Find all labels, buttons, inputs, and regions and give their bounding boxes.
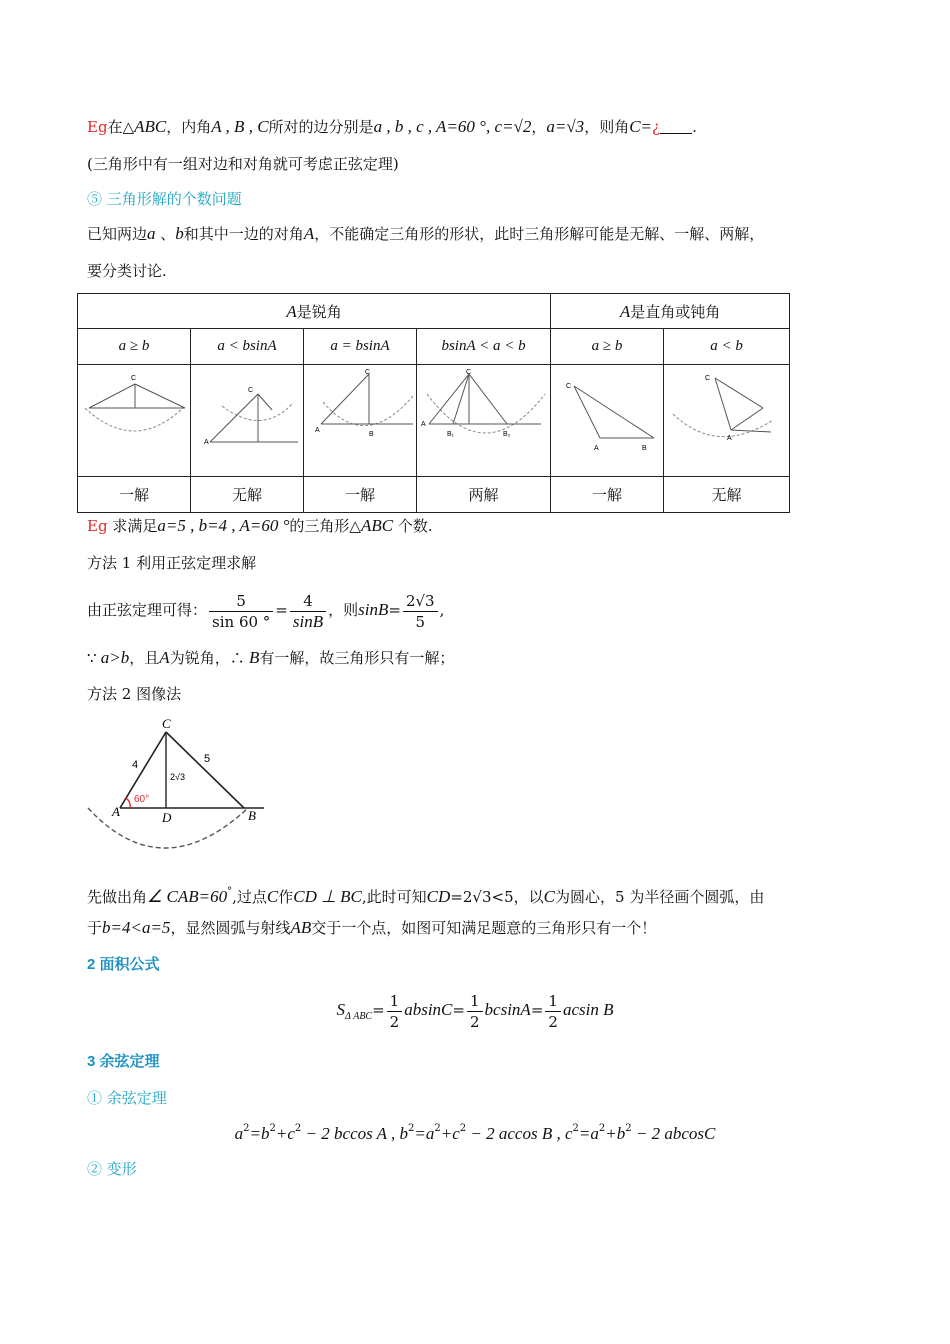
cond-cell: a ≥ b	[551, 329, 664, 365]
svg-text:A: A	[204, 438, 209, 446]
fraction	[290, 591, 326, 632]
svg-text:C: C	[131, 374, 137, 382]
label-height: 2√3	[170, 772, 185, 782]
math: − 2 accos B , c	[466, 1124, 573, 1143]
header-acute	[78, 294, 551, 329]
eg-tag: Eg	[87, 118, 108, 136]
math: =	[452, 1001, 465, 1019]
figure-cell	[191, 365, 304, 477]
numerator: 4	[290, 591, 326, 612]
figure-1	[79, 366, 189, 472]
header-obtuse	[551, 294, 790, 329]
text: ,过点	[232, 888, 267, 906]
fraction	[209, 591, 273, 632]
text: 是锐角	[296, 302, 342, 321]
math: √3	[566, 117, 585, 136]
text: 于	[87, 919, 103, 937]
eg-tag: Eg	[87, 517, 108, 535]
text: ，且	[129, 649, 160, 667]
cond-cell: a < b	[664, 329, 790, 365]
section-cosine-law: 3 余弦定理	[87, 1053, 160, 1070]
transform-subheading: ② 变形	[87, 1160, 137, 1178]
text: ，内角	[166, 118, 212, 136]
fraction	[545, 991, 561, 1032]
para1	[87, 223, 764, 245]
because-symbol: ∵	[87, 649, 97, 667]
math: =2	[450, 888, 473, 906]
result-cell: 一解	[304, 477, 417, 513]
text: ,	[439, 601, 445, 619]
math: √3	[472, 888, 492, 906]
denominator: sinB	[292, 611, 324, 631]
denominator: sin 60 °	[212, 612, 271, 631]
text: 由正弦定理可得：	[87, 601, 208, 619]
numerator: 2√3	[403, 591, 438, 612]
exponent: 2	[269, 1123, 276, 1134]
math: AB	[290, 918, 312, 937]
figure-6	[667, 366, 787, 472]
method2-para2	[87, 917, 656, 939]
math: A	[303, 224, 315, 243]
svg-text:B₁: B₁	[446, 430, 454, 438]
numerator: 1	[467, 991, 483, 1012]
svg-text:C: C	[465, 368, 471, 376]
cosine-law-subheading: ① 余弦定理	[87, 1089, 167, 1107]
eg1-line	[87, 116, 697, 138]
method1-conclusion	[87, 647, 454, 669]
method1-title: 方法 1 利用正弦定理求解	[87, 554, 257, 572]
label-a: A	[112, 804, 120, 819]
method2-para1	[87, 881, 764, 908]
text: ，	[531, 118, 547, 136]
text: 作	[278, 888, 294, 906]
figure-cell	[304, 365, 417, 477]
math: A	[619, 301, 631, 321]
text: 所对的边分别是	[268, 118, 374, 136]
math: =	[388, 601, 401, 619]
label-side-4: 4	[132, 759, 139, 771]
triangle-name: ABC	[134, 117, 167, 136]
degree: °	[227, 886, 233, 897]
cond-cell: a ≥ b	[78, 329, 191, 365]
math: <5	[491, 888, 514, 906]
text: ，则角	[584, 118, 630, 136]
text: .	[692, 118, 697, 136]
note1: (三角形中有一组对边和对角就可考虑正弦定理)	[87, 155, 399, 173]
text: 有一解，故三角形只有一解；	[259, 649, 455, 667]
solution-count-table	[77, 293, 790, 513]
cond-cell: a < bsinA	[191, 329, 304, 365]
figure-cell	[417, 365, 551, 477]
figure-cell	[551, 365, 664, 477]
math: +c	[440, 1124, 460, 1143]
math: , c=	[485, 117, 514, 136]
math: A	[286, 301, 297, 321]
exponent: 2	[434, 1123, 441, 1134]
result-cell: 无解	[664, 477, 790, 513]
label-c: C	[162, 716, 171, 731]
svg-text:B₂: B₂	[502, 430, 510, 438]
subscript: Δ ABC	[345, 1011, 373, 1022]
math: C	[543, 887, 556, 906]
text: ，不能确定三角形的形状，此时三角形解可能是无解、一解、两解，	[314, 225, 765, 243]
exponent: 2	[598, 1123, 606, 1134]
figure-3	[305, 366, 415, 472]
text: ，显然圆弧与射线	[170, 919, 291, 937]
math: sinB	[358, 600, 389, 619]
cosine-formula	[0, 1123, 950, 1144]
svg-text:C: C	[365, 368, 371, 376]
section-area-formula: 2 面积公式	[87, 956, 160, 973]
label-side-5: 5	[204, 753, 211, 765]
section-heading-5: ⑤ 三角形解的个数问题	[87, 190, 242, 208]
math: CD	[426, 887, 451, 906]
svg-text:A: A	[420, 420, 426, 428]
method2-figure	[80, 712, 280, 852]
area-formula	[0, 988, 950, 1039]
method1-equation	[87, 588, 444, 632]
math: b	[175, 224, 184, 243]
svg-text:A: A	[594, 444, 599, 452]
math: =	[372, 1001, 385, 1019]
text: 、	[155, 225, 176, 243]
math: +b	[605, 1124, 626, 1143]
math: =60 °	[446, 117, 486, 136]
therefore-symbol: ∴	[229, 649, 245, 667]
svg-text:C: C	[248, 386, 254, 394]
figure-5	[552, 366, 662, 472]
fraction	[387, 991, 403, 1032]
para2: 要分类讨论.	[87, 262, 167, 280]
text: 先做出角	[87, 888, 148, 906]
text: 为锐角，	[169, 649, 230, 667]
math: − 2 abcosC	[631, 1124, 716, 1143]
text: 个数.	[393, 517, 433, 535]
text: ,此时可知	[361, 888, 427, 906]
text: 已知两边	[87, 225, 148, 243]
math: B	[244, 648, 260, 667]
text: 和其中一边的对角	[183, 225, 304, 243]
text: 为圆心，5 为半径画个圆弧，由	[555, 888, 765, 906]
text: ，则	[328, 601, 359, 619]
math: CD ⊥ BC	[293, 887, 362, 906]
text: 求满足	[107, 517, 158, 535]
math: =a	[414, 1124, 435, 1143]
math: C	[266, 887, 279, 906]
exponent: 2	[572, 1123, 579, 1134]
exponent: 2	[459, 1123, 467, 1134]
math: √2	[513, 117, 532, 136]
text: ，以	[513, 888, 544, 906]
denominator: 2	[389, 1012, 400, 1031]
math: a>b	[96, 648, 130, 667]
result-cell: 一解	[78, 477, 191, 513]
math: b=4<a=5	[102, 918, 171, 937]
numerator: 5	[209, 591, 273, 612]
math: +c	[275, 1124, 295, 1143]
result-cell: 无解	[191, 477, 304, 513]
label-d: D	[162, 810, 172, 825]
figure-cell	[78, 365, 191, 477]
svg-text:B: B	[369, 430, 374, 438]
denominator: 2	[548, 1012, 558, 1031]
denominator: 5	[415, 612, 426, 631]
figure-4	[419, 366, 549, 472]
math: =	[530, 1001, 544, 1019]
math: =	[640, 117, 653, 136]
exponent: 2	[625, 1123, 632, 1134]
text: 是直角或钝角	[630, 302, 721, 321]
math: a	[234, 1124, 244, 1143]
exponent: 2	[294, 1123, 302, 1134]
exponent: 2	[243, 1123, 250, 1134]
math: =a	[578, 1124, 599, 1143]
math: A	[159, 648, 170, 667]
fraction	[467, 991, 483, 1032]
svg-text:C: C	[704, 374, 710, 382]
label-angle: 60°	[134, 794, 150, 805]
result-cell: 两解	[417, 477, 551, 513]
math: S	[336, 1000, 346, 1019]
exponent: 2	[408, 1123, 415, 1134]
denominator: 2	[469, 1012, 480, 1031]
angles: A , B , C	[211, 117, 269, 136]
svg-text:A: A	[726, 434, 732, 442]
numerator: 1	[387, 991, 403, 1012]
text: 在△	[107, 118, 135, 136]
question-mark: ¿	[652, 118, 661, 136]
svg-text:C: C	[566, 382, 572, 390]
math: absinC	[404, 1000, 453, 1019]
svg-text:B: B	[642, 444, 647, 452]
angle-mark	[126, 798, 130, 808]
text: 交于一个点，如图可知满足题意的三角形只有一个！	[311, 919, 657, 937]
numerator: 1	[545, 991, 561, 1012]
cond-cell: bsinA < a < b	[417, 329, 551, 365]
eg2-line	[87, 515, 433, 537]
math: ∠ CAB=60	[147, 887, 228, 906]
label-b: B	[248, 808, 256, 823]
math: =b	[249, 1124, 270, 1143]
math: a	[147, 224, 156, 243]
math: ABC	[360, 516, 394, 535]
math: acsin B	[562, 1000, 614, 1019]
math: a=	[546, 117, 567, 136]
fraction	[403, 591, 438, 632]
side-cb	[166, 732, 244, 808]
answer-blank	[660, 119, 692, 134]
math: a=5 , b=4 , A=60 °	[157, 516, 290, 535]
figure-2	[192, 366, 302, 472]
math: − 2 bccos A , b	[301, 1124, 408, 1143]
math: =	[275, 601, 288, 619]
figure-cell	[664, 365, 790, 477]
math: bcsinA	[484, 1000, 531, 1019]
text: 的三角形△	[289, 517, 361, 535]
method2-title: 方法 2 图像法	[87, 685, 182, 703]
result-cell: 一解	[551, 477, 664, 513]
sides: a , b , c , A	[373, 117, 447, 136]
cond-cell: a = bsinA	[304, 329, 417, 365]
svg-text:A: A	[315, 426, 320, 434]
math: C	[629, 117, 641, 136]
